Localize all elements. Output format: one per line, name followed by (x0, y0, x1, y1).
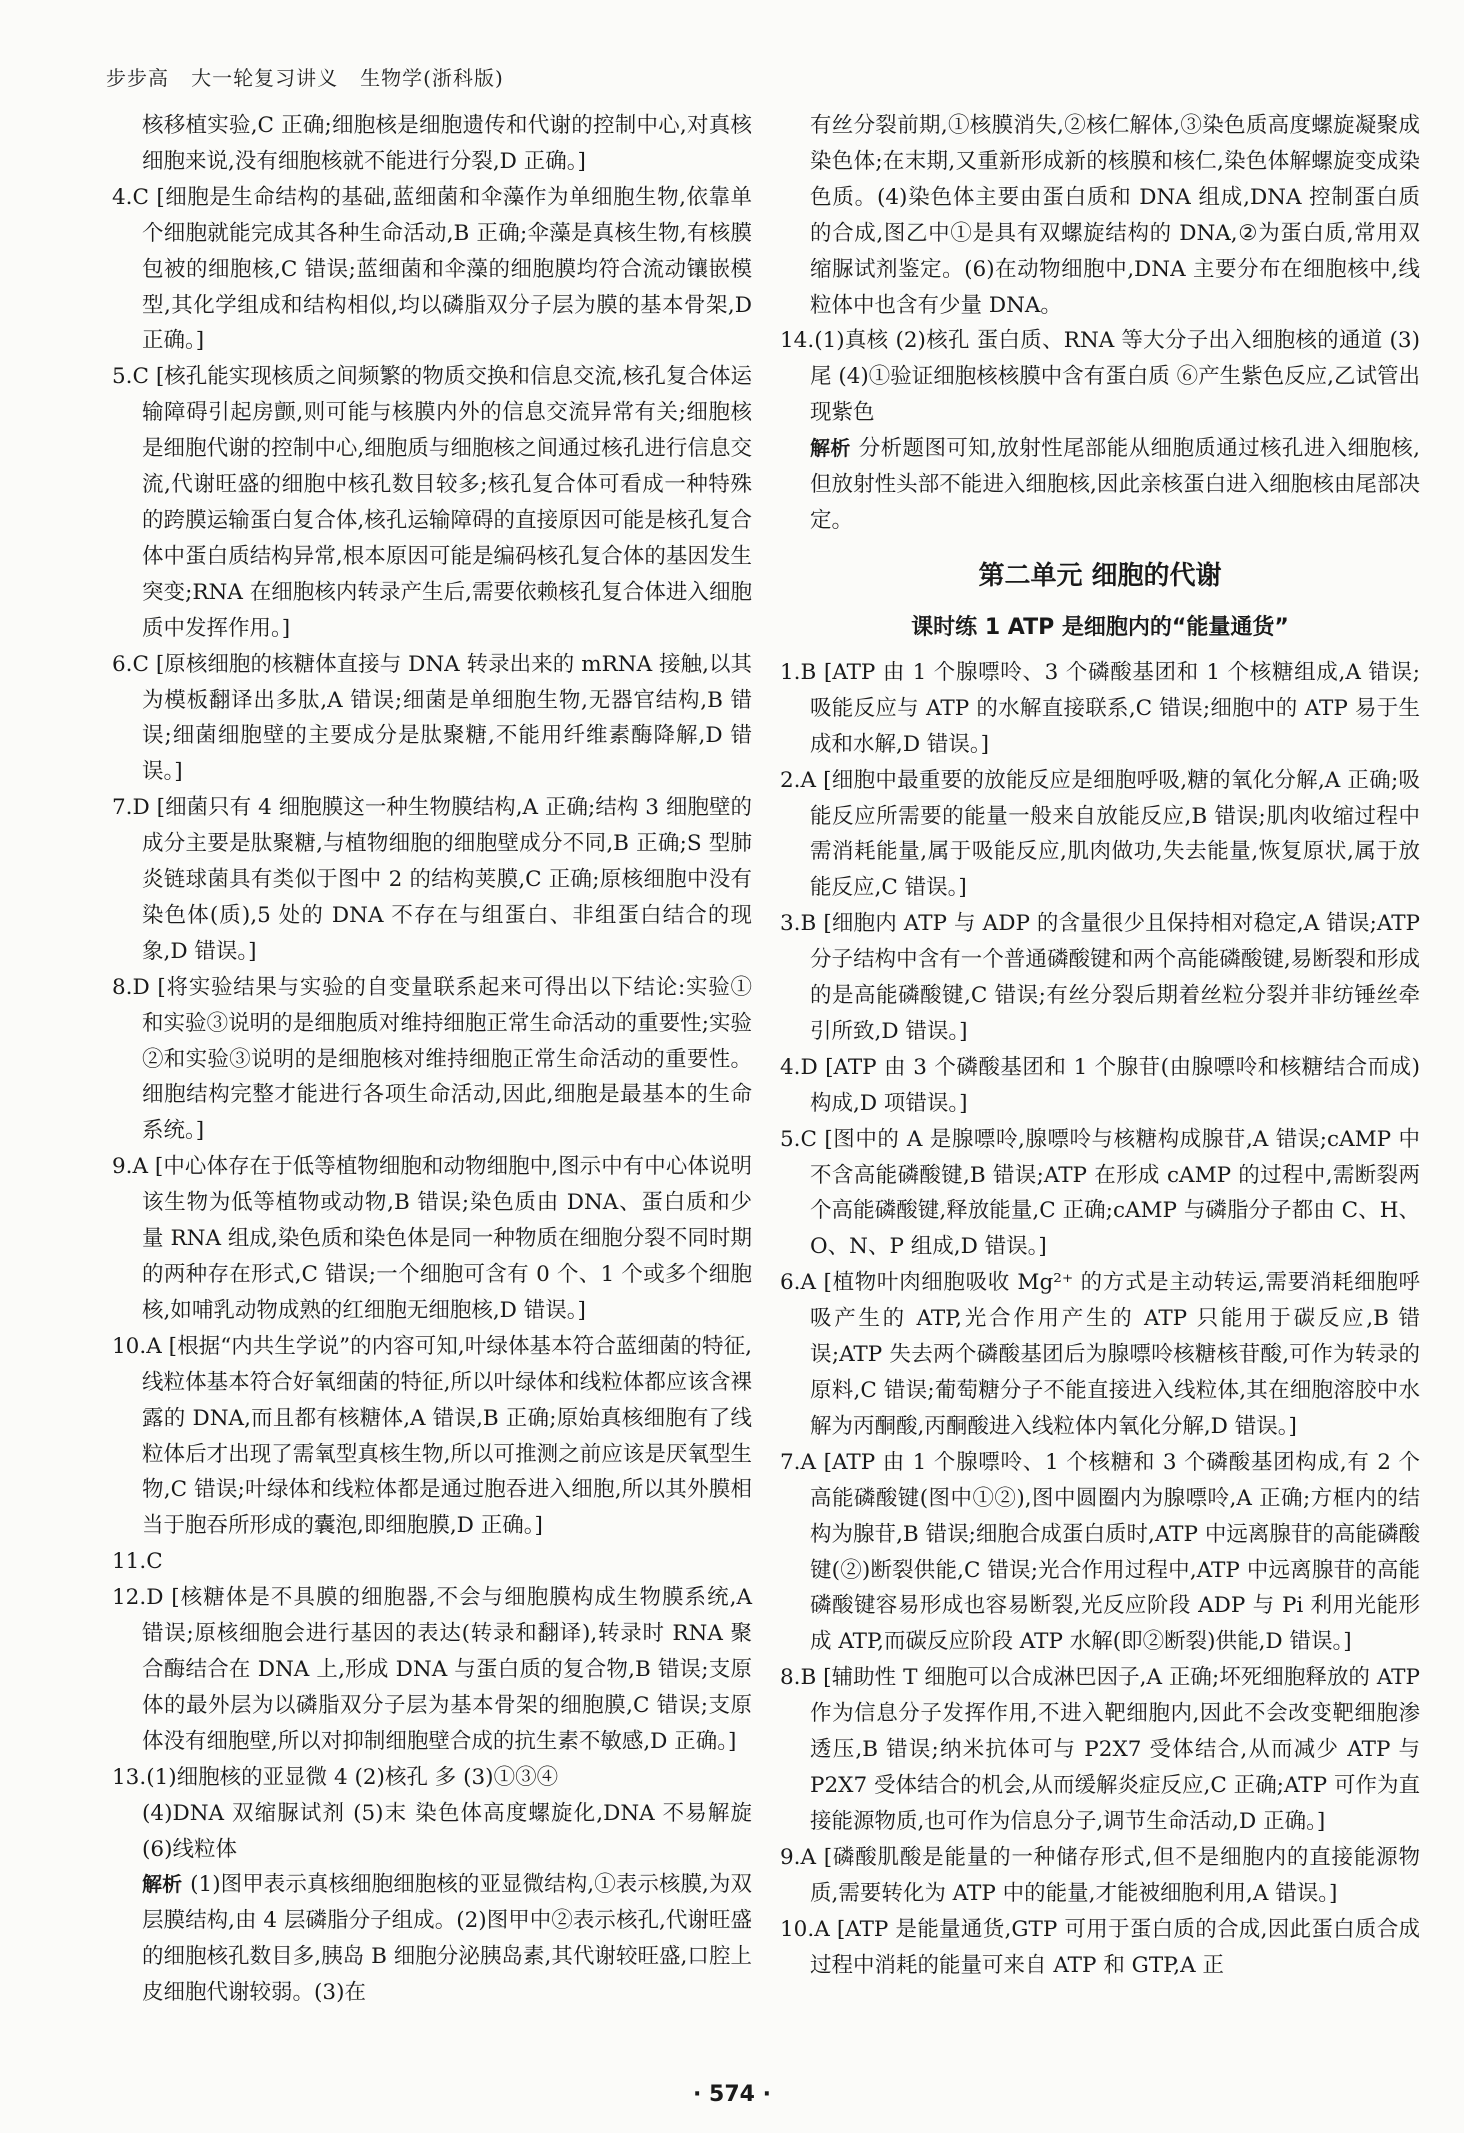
answer-item: 10.A [根据“内共生学说”的内容可知,叶绿体基本符合蓝细菌的特征,线粒体基本符合好氧细菌的特征,所以叶绿体和线粒体都应该含裸露的 DNA,而且都有核糖体,A 错误,B 正确;原始真核细胞有了线粒体后才出现了需氧型真核生物,所以可推测之前应该是厌氧型生物,C 错误;叶绿体和线粒体都是通过胞吞进入细胞,所以其外膜相当于胞吞所形成的囊泡,即细胞膜,D 正确。] (112, 1333, 752, 1539)
answer-item: 5.C [核孔能实现核质之间频繁的物质交换和信息交流,核孔复合体运输障碍引起房颤,则可能与核膜内外的信息交流异常有关;细胞核是细胞代谢的控制中心,细胞质与细胞核之间通过核孔进行信息交流,代谢旺盛的细胞中核孔数目较多;核孔复合体可看成一种特殊的跨膜运输蛋白复合体,核孔运输障碍的直接原因可能是核孔复合体中蛋白质结构异常,根本原因可能是编码核孔复合体的基因发生突变;RNA 在细胞核内转录产生后,需要依赖核孔复合体进入细胞质中发挥作用。] (112, 364, 752, 641)
answer-item: 14.(1)真核 (2)核孔 蛋白质、RNA 等大分子出入细胞核的通道 (3)尾 (4)①验证细胞核核膜中含有蛋白质 ⑥产生紫色反应,乙试管出现紫色 (780, 328, 1420, 426)
analysis-text: (1)图甲表示真核细胞细胞核的亚显微结构,①表示核膜,为双层膜结构,由 4 层磷脂分子组成。(2)图甲中②表示核孔,代谢旺盛的细胞核孔数目多,胰岛 B 细胞分泌胰岛素,其代谢较旺盛,口腔上皮细胞代谢较弱。(3)在 (142, 1872, 752, 2006)
answer-continuation: 核移植实验,C 正确;细胞核是细胞遗传和代谢的控制中心,对真核细胞来说,没有细胞核就不能进行分裂,D 正确。] (142, 113, 752, 174)
answer-item: 7.A [ATP 由 1 个腺嘌呤、1 个核糖和 3 个磷酸基团构成,有 2 个高能磷酸键(图中①②),图中圆圈内为腺嘌呤,A 正确;方框内的结构为腺苷,B 错误;细胞合成蛋白质时,ATP 中远离腺苷的高能磷酸键(②)断裂供能,C 错误;光合作用过程中,ATP 中远离腺苷的高能磷酸键容易形成也容易断裂,光反应阶段 ADP 与 Pi 利用光能形成 ATP,而碳反应阶段 ATP 水解(即②断裂)供能,D 错误。] (780, 1449, 1420, 1655)
analysis-paragraph (780, 431, 1420, 539)
answer-item: 13.(1)细胞核的亚显微 4 (2)核孔 多 (3)①③④ (112, 1764, 559, 1790)
answer-item: 10.A [ATP 是能量通货,GTP 可用于蛋白质的合成,因此蛋白质合成过程中消耗的能量可来自 ATP 和 GTP,A 正 (780, 1916, 1420, 1978)
page-number: · 574 · (693, 2082, 771, 2107)
answer-item: 12.D [核糖体是不具膜的细胞器,不会与细胞膜构成生物膜系统,A 错误;原核细胞会进行基因的表达(转录和翻译),转录时 RNA 聚合酶结合在 DNA 上,形成 DNA 与蛋白质的复合物,B 错误;支原体的最外层为以磷脂双分子层为基本骨架的细胞膜,C 错误;支原体没有细胞壁,所以对抑制细胞壁合成的抗生素不敏感,D 正确。] (112, 1585, 752, 1754)
lesson-title: 课时练 1 ATP 是细胞内的“能量通货” (911, 614, 1289, 640)
answer-item: 8.D [将实验结果与实验的自变量联系起来可得出以下结论:实验①和实验③说明的是细胞质对维持细胞正常生命活动的重要性;实验②和实验③说明的是细胞核对维持细胞正常生命活动的重要性。细胞结构完整才能进行各项生命活动,因此,细胞是最基本的生命系统。] (112, 974, 752, 1144)
answer-item: 6.C [原核细胞的核糖体直接与 DNA 转录出来的 mRNA 接触,以其为模板翻译出多肽,A 错误;细菌是单细胞生物,无器官结构,B 错误;细菌细胞壁的主要成分是肽聚糖,不能用纤维素酶降解,D 错误。] (112, 651, 752, 785)
answer-item: 9.A [中心体存在于低等植物细胞和动物细胞中,图示中有中心体说明该生物为低等植物或动物,B 错误;染色质由 DNA、蛋白质和少量 RNA 组成,染色质和染色体是同一种物质在细胞分裂不同时期的两种存在形式,C 错误;一个细胞可含有 0 个、1 个或多个细胞核,如哺乳动物成熟的红细胞无细胞核,D 错误。] (112, 1154, 752, 1323)
unit-title: 第二单元 细胞的代谢 (978, 560, 1222, 591)
analysis-text: 分析题图可知,放射性尾部能从细胞质通过核孔进入细胞核,但放射性头部不能进入细胞核,因此亲核蛋白进入细胞核由尾部决定。 (810, 436, 1421, 533)
answer-item: 1.B [ATP 由 1 个腺嘌呤、3 个磷酸基团和 1 个核糖组成,A 错误;吸能反应与 ATP 的水解直接联系,C 错误;细胞中的 ATP 易于生成和水解,D 错误。] (780, 659, 1420, 757)
answer-item: 3.B [细胞内 ATP 与 ADP 的含量很少且保持相对稳定,A 错误;ATP 分子结构中含有一个普通磷酸键和两个高能磷酸键,易断裂和形成的是高能磷酸键,C 错误;有丝分裂后期着丝粒分裂并非纺锤丝牵引所致,D 错误。] (780, 911, 1420, 1044)
left-column (112, 108, 752, 2011)
answer-item: 5.C [图中的 A 是腺嘌呤,腺嘌呤与核糖构成腺苷,A 错误;cAMP 中不含高能磷酸键,B 错误;ATP 在形成 cAMP 的过程中,需断裂两个高能磷酸键,释放能量,C 正确;cAMP 与磷脂分子都由 C、H、O、N、P 组成,D 错误。] (780, 1126, 1420, 1260)
answer-item: 4.D [ATP 由 3 个磷酸基团和 1 个腺苷(由腺嘌呤和核糖结合而成)构成,D 项错误。] (780, 1054, 1420, 1116)
right-column-top (780, 108, 1420, 539)
analysis-label: 解析 (810, 436, 851, 461)
right-column (780, 108, 1420, 1983)
answer-item: 2.A [细胞中最重要的放能反应是细胞呼吸,糖的氧化分解,A 正确;吸能反应所需要的能量一般来自放能反应,B 错误;肌肉收缩过程中需消耗能量,属于吸能反应,肌肉做功,失去能量,恢复原状,属于放能反应,C 错误。] (780, 767, 1420, 901)
answer-continuation: 有丝分裂前期,①核膜消失,②核仁解体,③染色质高度螺旋凝聚成染色体;在末期,又重新形成新的核膜和核仁,染色体解螺旋变成染色质。(4)染色体主要由蛋白质和 DNA 组成,DNA 控制蛋白质的合成,图乙中①是具有双螺旋结构的 DNA,②为蛋白质,常用双缩脲试剂鉴定。(6)在动物细胞中,DNA 主要分布在细胞核中,线粒体中也含有少量 DNA。 (810, 113, 1420, 318)
answer-continuation: (4)DNA 双缩脲试剂 (5)末 染色体高度螺旋化,DNA 不易解旋 (6)线粒体 (142, 1800, 752, 1862)
answer-item: 6.A [植物叶肉细胞吸收 Mg²⁺ 的方式是主动转运,需要消耗细胞呼吸产生的 ATP,光合作用产生的 ATP 只能用于碳反应,B 错误;ATP 失去两个磷酸基团后为腺嘌呤核糖核苷酸,可作为转录的原料,C 错误;葡萄糖分子不能直接进入线粒体,其在细胞溶胶中水解为丙酮酸,丙酮酸进入线粒体内氧化分解,D 错误。] (780, 1270, 1420, 1439)
analysis-label: 解析 (142, 1872, 183, 1897)
answer-item: 9.A [磷酸肌酸是能量的一种储存形式,但不是细胞内的直接能源物质,需要转化为 ATP 中的能量,才能被细胞利用,A 错误。] (780, 1844, 1420, 1906)
answer-item: 8.B [辅助性 T 细胞可以合成淋巴因子,A 正确;坏死细胞释放的 ATP 作为信息分子发挥作用,不进入靶细胞内,因此不会改变靶细胞渗透压,B 错误;纳米抗体可与 P2X7 受体结合,从而减少 ATP 与 P2X7 受体结合的机会,从而缓解炎症反应,C 正确;ATP 可作为直接能源物质,也可作为信息分子,调节生命活动,D 正确。] (780, 1665, 1420, 1834)
answer-item: 11.C (112, 1549, 163, 1575)
analysis-paragraph (112, 1867, 752, 2011)
answer-item: 4.C [细胞是生命结构的基础,蓝细菌和伞藻作为单细胞生物,依靠单个细胞就能完成其各种生命活动,B 正确;伞藻是真核生物,有核膜包被的细胞核,C 错误;蓝细菌和伞藻的细胞膜均符合流动镶嵌模型,其化学组成和结构相似,均以磷脂双分子层为膜的基本骨架,D 正确。] (112, 184, 752, 354)
right-column-bottom (780, 655, 1420, 1984)
running-header: 步步高 大一轮复习讲义 生物学(浙科版) (106, 66, 504, 90)
answer-item: 7.D [细菌只有 4 细胞膜这一种生物膜结构,A 正确;结构 3 细胞壁的成分主要是肽聚糖,与植物细胞的细胞壁成分不同,B 正确;S 型肺炎链球菌具有类似于图中 2 的结构荚膜,C 正确;原核细胞中没有染色体(质),5 处的 DNA 不存在与组蛋白、非组蛋白结合的现象,D 错误。] (112, 795, 752, 964)
